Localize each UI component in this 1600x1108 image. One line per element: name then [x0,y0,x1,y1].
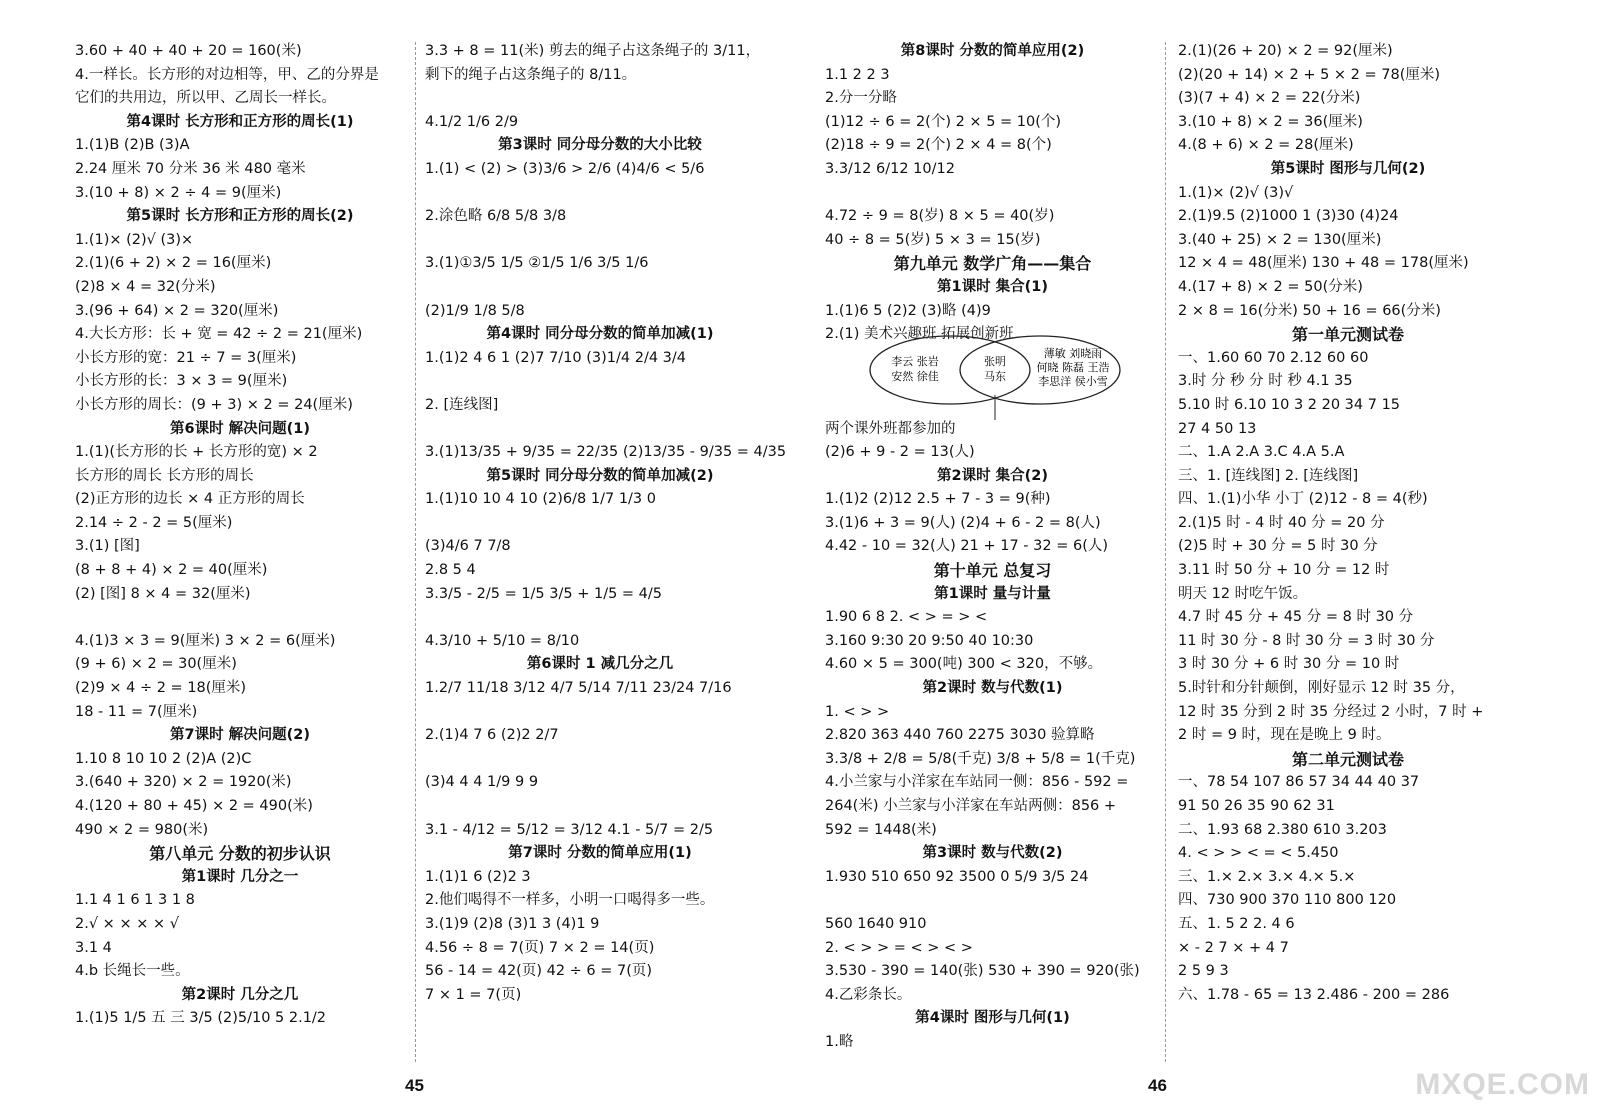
answer-line: 3.(96 + 64) × 2 = 320(厘米) [75,302,279,319]
answer-line: (2)18 ÷ 9 = 2(个) 2 × 4 = 8(个) [825,137,1052,154]
answer-line: 2.√ × × × × √ [75,915,179,932]
answer-line: 1.略 [825,1033,854,1050]
answer-line [425,276,775,300]
answer-line: 六、1.78 - 65 = 13 2.486 - 200 = 286 [1178,986,1450,1003]
answer-line: 4. < > > < = < 5.450 [1178,845,1339,862]
answer-line: 1.(1)6 5 (2)2 (3)略 (4)9 [825,302,991,319]
answer-line: 三、1.× 2.× 3.× 4.× 5.× [1178,868,1356,885]
answer-line: 1.930 510 650 92 3500 0 5/9 3/5 24 [825,868,1089,885]
answer-line: 四、730 900 370 110 800 120 [1178,892,1397,909]
answer-line [425,795,775,819]
venn-right-label: 李思洋 侯小雪 [1038,375,1108,388]
answer-line: 1.(1)2 (2)12 2.5 + 7 - 3 = 9(种) [825,491,1051,508]
answer-line: 3.(640 + 320) × 2 = 1920(米) [75,774,292,791]
answer-line: 4.42 - 10 = 32(人) 21 + 17 - 32 = 6(人) [825,538,1109,555]
answer-line [425,370,775,394]
answer-line: 4.60 × 5 = 300(吨) 300 < 320，不够。 [825,656,1103,673]
answer-line: 4.7 时 45 分 + 45 分 = 8 时 30 分 [1178,609,1414,626]
answer-line: 1.2/7 11/18 3/12 4/7 5/14 7/11 23/24 7/16 [425,680,732,697]
answer-line: 2 5 9 3 [1178,963,1229,980]
answer-line: 二、1.93 68 2.380 610 3.203 [1178,821,1387,838]
answer-line: 2 × 8 = 16(分米) 50 + 16 = 66(分米) [1178,302,1441,319]
answer-line [425,418,775,442]
answer-line: 4.(1)3 × 3 = 9(厘米) 3 × 2 = 6(厘米) [75,632,336,649]
lesson-heading: 第1课时 量与计量 [934,585,1051,602]
answer-line: 小长方形的长：3 × 3 = 9(厘米) [75,373,288,390]
answer-line: (2) [图] 8 × 4 = 32(厘米) [75,585,251,602]
answer-line: (9 + 6) × 2 = 30(厘米) [75,656,237,673]
lesson-heading: 第1课时 几分之一 [181,868,299,885]
venn-left-label: 李云 张岩 [891,355,939,368]
lesson-heading: 第5课时 长方形和正方形的周长(2) [126,208,354,225]
answer-line: 1.(1)× (2)√ (3)× [75,231,194,248]
answer-line: 4.大长方形：长 + 宽 = 42 ÷ 2 = 21(厘米) [75,326,363,343]
answer-line: 4.乙彩条长。 [825,986,912,1003]
answer-line: 2.(1)(26 + 20) × 2 = 92(厘米) [1178,43,1393,59]
answer-line: 1.(1)(长方形的长 + 长方形的宽) × 2 [75,444,318,461]
answer-line: 2.820 363 440 760 2275 3030 验算略 [825,727,1095,744]
answer-line: 4.小兰家与小洋家在车站同一侧：856 - 592 = [825,774,1129,791]
answer-line [75,606,405,630]
answer-line: 3.(1)①3/5 1/5 ②1/5 1/6 3/5 1/6 [425,255,649,272]
answer-column-3 [825,40,1160,1055]
lesson-heading: 第4课时 同分母分数的简单加减(1) [486,326,714,343]
venn-right-label: 何晓 陈磊 王浩 [1036,361,1110,374]
answer-line: (3)4/6 7 7/8 [425,538,511,555]
lesson-heading: 第5课时 图形与几何(2) [1270,160,1426,177]
answer-line: 小长方形的宽：21 ÷ 7 = 3(厘米) [75,349,297,366]
answer-line: 12 × 4 = 48(厘米) 130 + 48 = 178(厘米) [1178,255,1469,272]
answer-line: 2.(1)5 时 - 4 时 40 分 = 20 分 [1178,514,1385,531]
column-divider [415,42,416,1062]
answer-line: 7 × 1 = 7(页) [425,986,522,1003]
lesson-heading: 第7课时 解决问题(2) [170,727,310,744]
watermark: MXQE.COM [1415,1068,1590,1101]
lesson-heading: 第4课时 长方形和正方形的周长(1) [126,113,354,130]
lesson-heading: 第5课时 同分母分数的简单加减(2) [486,467,714,484]
answer-line: 91 50 26 35 90 62 31 [1178,798,1335,814]
answer-line [425,182,775,206]
answer-line: 2.他们喝得不一样多，小明一口喝得多一些。 [425,892,715,909]
answer-line: 小长方形的周长：(9 + 3) × 2 = 24(厘米) [75,396,353,413]
answer-line: 剩下的绳子占这条绳子的 8/11。 [425,66,637,83]
answer-line: (2)1/9 1/8 5/8 [425,302,525,319]
answer-line: 3.(40 + 25) × 2 = 130(厘米) [1178,231,1382,248]
lesson-heading: 第4课时 图形与几何(1) [915,1010,1070,1027]
answer-line [825,182,1160,206]
answer-line: (2)6 + 9 - 2 = 13(人) [825,444,975,461]
answer-line: 2.涂色略 6/8 5/8 3/8 [425,208,567,225]
lesson-heading: 第1课时 集合(1) [937,278,1048,295]
answer-line: 1.90 6 8 2. < > = > < [825,609,988,626]
answer-line: (2)(20 + 14) × 2 + 5 × 2 = 78(厘米) [1178,66,1441,83]
answer-line: 12 时 35 分到 2 时 35 分经过 2 小时，7 时 + [1178,703,1484,720]
answer-line: 二、1.A 2.A 3.C 4.A 5.A [1178,444,1345,461]
answer-line: 3.(1)9 (2)8 (3)1 3 (4)1 9 [425,915,600,932]
venn-diagram [865,325,1130,425]
answer-line: 5.时针和分针颠倒，刚好显示 12 时 35 分， [1178,680,1465,697]
lesson-heading: 第8课时 分数的简单应用(2) [900,43,1085,59]
answer-line: (3)4 4 4 1/9 9 9 [425,774,539,791]
answer-line: 3.(10 + 8) × 2 ÷ 4 = 9(厘米) [75,184,282,201]
answer-line: (3)(7 + 4) × 2 = 22(分米) [1178,90,1361,107]
answer-line: 1.(1)× (2)√ (3)√ [1178,184,1294,201]
answer-line: 1.(1)1 6 (2)2 3 [425,868,531,885]
answer-line: 490 × 2 = 980(米) [75,821,209,838]
lesson-heading: 第3课时 数与代数(2) [922,845,1063,862]
answer-line: 明天 12 时吃午饭。 [1178,585,1308,602]
lesson-heading: 第2课时 集合(2) [937,467,1048,484]
answer-line: 4.3/10 + 5/10 = 8/10 [425,632,580,649]
venn-both-label: 马东 [984,370,1006,383]
answer-line: (2)5 时 + 30 分 = 5 时 30 分 [1178,538,1378,555]
answer-line: 2.(1) 美术兴趣班 拓展创新班 [825,326,1014,343]
answer-line: 5.10 时 6.10 10 3 2 20 34 7 15 [1178,396,1401,413]
unit-heading: 第一单元测试卷 [1291,325,1404,345]
venn-both-label: 张明 [984,355,1006,368]
answer-line: 56 - 14 = 42(页) 42 ÷ 6 = 7(页) [425,963,653,980]
venn-right-label: 薄敏 刘晓雨 [1043,347,1103,360]
answer-line: 三、1. [连线图] 2. [连线图] [1178,467,1359,484]
answer-line: 3.(1)6 + 3 = 9(人) (2)4 + 6 - 2 = 8(人) [825,514,1101,531]
venn-left-label: 安然 徐佳 [891,370,939,383]
answer-line: 1.10 8 10 10 2 (2)A (2)C [75,750,252,767]
answer-line: 4.一样长。长方形的对边相等，甲、乙的分界是 [75,66,379,83]
answer-line: 2.分一分略 [825,90,897,107]
answer-line: 3.3/12 6/12 10/12 [825,160,955,177]
answer-line: 4.(17 + 8) × 2 = 50(分米) [1178,278,1363,295]
answer-line: 两个课外班都参加的 [825,420,956,437]
column-divider [1165,42,1166,1062]
answer-line: 2.14 ÷ 2 - 2 = 5(厘米) [75,514,233,531]
answer-column-4 [1178,40,1518,1007]
answer-line: 3.160 9:30 20 9:50 40 10:30 [825,632,1034,649]
answer-line: 2. [连线图] [425,396,499,413]
answer-line [425,512,775,536]
answer-line: 2.24 厘米 70 分米 36 米 480 毫米 [75,160,306,177]
answer-line [425,606,775,630]
answer-line: 3.60 + 40 + 40 + 20 = 160(米) [75,43,302,59]
answer-line: 一、78 54 107 86 57 34 44 40 37 [1178,774,1420,791]
lesson-heading: 第6课时 1 减几分之几 [526,656,674,673]
answer-line [425,748,775,772]
unit-heading: 第十单元 总复习 [933,561,1052,581]
answer-line: 18 - 11 = 7(厘米) [75,703,198,720]
answer-line: 3.(10 + 8) × 2 = 36(厘米) [1178,113,1363,130]
lesson-heading: 第2课时 数与代数(1) [922,680,1063,697]
answer-line [825,889,1160,913]
answer-line: 2.8 5 4 [425,562,476,579]
answer-line: 3.(1) [图] [75,538,140,555]
answer-line: 560 1640 910 [825,915,927,932]
answer-line: 3.3/8 + 2/8 = 5/8(千克) 3/8 + 5/8 = 1(千克) [825,750,1136,767]
answer-line: 4.b 长绳长一些。 [75,963,190,980]
answer-line: (8 + 8 + 4) × 2 = 40(厘米) [75,562,268,579]
answer-line [425,87,775,111]
unit-heading: 第二单元测试卷 [1291,749,1404,769]
answer-line: × - 2 7 × + 4 7 [1178,939,1289,956]
lesson-heading: 第2课时 几分之几 [181,986,299,1003]
answer-line: 它们的共用边，所以甲、乙周长一样长。 [75,90,336,107]
lesson-heading: 第3课时 同分母分数的大小比较 [498,137,702,154]
answer-line: 四、1.(1)小华 小丁 (2)12 - 8 = 4(秒) [1178,491,1428,508]
unit-heading: 第九单元 数学广角——集合 [893,254,1092,274]
answer-line: 五、1. 5 2 2. 4 6 [1178,915,1295,932]
answer-line: (2)8 × 4 = 32(分米) [75,278,216,295]
answer-line: 2.(1)9.5 (2)1000 1 (3)30 (4)24 [1178,208,1399,225]
unit-heading: 第八单元 分数的初步认识 [149,844,331,864]
answer-line: 2.(1)(6 + 2) × 2 = 16(厘米) [75,255,272,272]
answer-line: (1)12 ÷ 6 = 2(个) 2 × 5 = 10(个) [825,113,1062,130]
answer-line: 一、1.60 60 70 2.12 60 60 [1178,349,1369,366]
answer-line: 1. < > > [825,703,890,720]
answer-line: 长方形的周长 长方形的周长 [75,467,254,484]
page-right [800,0,1600,1108]
answer-line: 1.1 2 2 3 [825,66,890,83]
answer-line: 4.1/2 1/6 2/9 [425,113,519,130]
answer-line: 4.56 ÷ 8 = 7(页) 7 × 2 = 14(页) [425,939,655,956]
answer-line: 3.时 分 秒 分 时 秒 4.1 35 [1178,373,1353,390]
answer-line: 3 时 30 分 + 6 时 30 分 = 10 时 [1178,656,1400,673]
answer-line: 3.1 4 [75,939,112,956]
answer-line: 2 时 = 9 时，现在是晚上 9 时。 [1178,727,1391,744]
answer-column-1 [75,40,405,1031]
answer-line: 27 4 50 13 [1178,420,1257,437]
answer-line: 1.(1) < (2) > (3)3/6 > 2/6 (4)4/6 < 5/6 [425,160,705,177]
answer-line: 11 时 30 分 - 8 时 30 分 = 3 时 30 分 [1178,632,1435,649]
answer-line: 1.(1)2 4 6 1 (2)7 7/10 (3)1/4 2/4 3/4 [425,349,687,366]
lesson-heading: 第7课时 分数的简单应用(1) [508,845,692,862]
answer-line: (2)9 × 4 ÷ 2 = 18(厘米) [75,680,247,697]
answer-column-2 [425,40,787,1007]
answer-line: 40 ÷ 8 = 5(岁) 5 × 3 = 15(岁) [825,231,1041,248]
answer-line: 3.3/5 - 2/5 = 1/5 3/5 + 1/5 = 4/5 [425,585,663,602]
answer-line: 4.(8 + 6) × 2 = 28(厘米) [1178,137,1354,154]
page-number-right: 46 [1148,1076,1167,1095]
answer-line [425,701,775,725]
answer-line: 3.1 - 4/12 = 5/12 = 3/12 4.1 - 5/7 = 2/5 [425,821,714,838]
answer-line: 3.530 - 390 = 140(张) 530 + 390 = 920(张) [825,963,1140,980]
answer-line: 4.72 ÷ 9 = 8(岁) 8 × 5 = 40(岁) [825,208,1055,225]
lesson-heading: 第6课时 解决问题(1) [170,420,310,437]
answer-line: 1.(1)10 10 4 10 (2)6/8 1/7 1/3 0 [425,491,656,508]
answer-line: 1.1 4 1 6 1 3 1 8 [75,892,195,909]
answer-line: (2)正方形的边长 × 4 正方形的周长 [75,491,305,508]
answer-line: 3.(1)13/35 + 9/35 = 22/35 (2)13/35 - 9/35 = 4/35 [425,444,787,461]
page-number-left: 45 [405,1076,424,1095]
answer-line: 2.(1)4 7 6 (2)2 2/7 [425,727,559,744]
answer-line [425,229,775,253]
answer-line: 1.(1)5 1/5 五 三 3/5 (2)5/10 5 2.1/2 [75,1010,327,1027]
answer-line: 2. < > > = < > < > [825,939,973,956]
answer-line: 1.(1)B (2)B (3)A [75,137,190,154]
answer-line: 592 = 1448(米) [825,821,937,838]
answer-line: 264(米) 小兰家与小洋家在车站两侧：856 + [825,798,1117,814]
answer-line: 3.3 + 8 = 11(米) 剪去的绳子占这条绳子的 3/11， [425,43,761,59]
answer-line: 4.(120 + 80 + 45) × 2 = 490(米) [75,798,313,814]
answer-line: 3.11 时 50 分 + 10 分 = 12 时 [1178,562,1390,579]
